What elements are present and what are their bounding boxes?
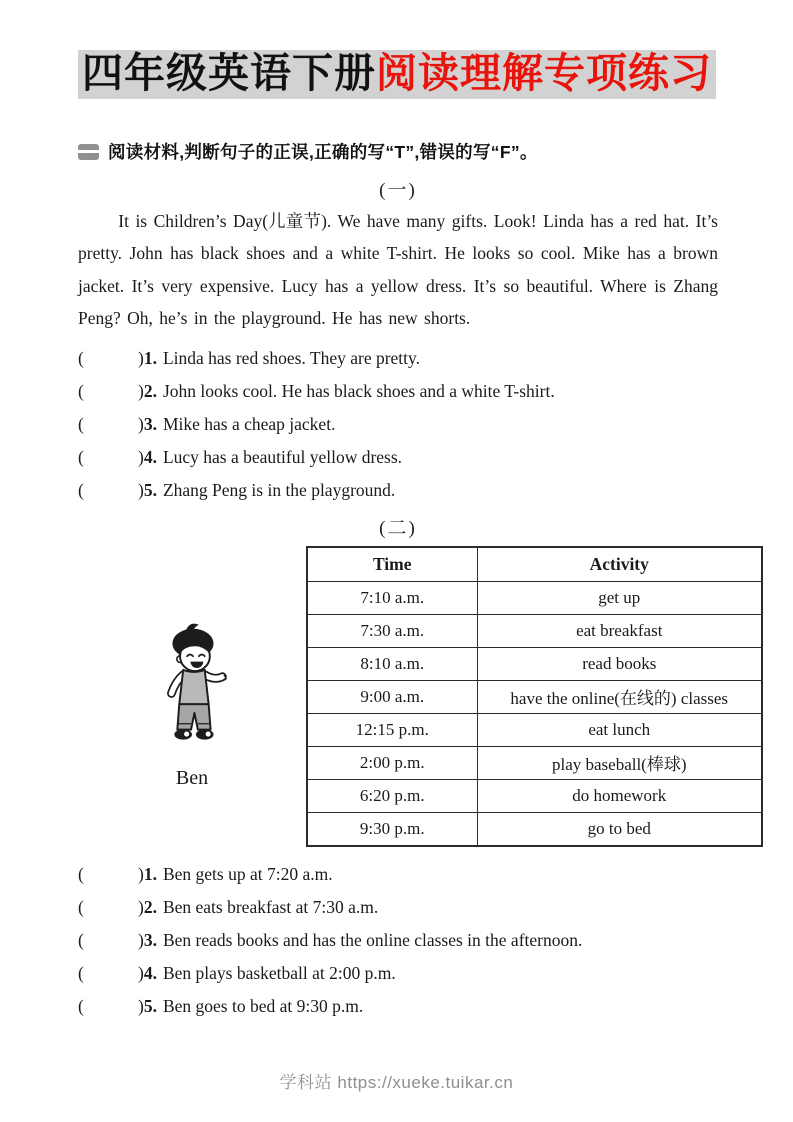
character-figure-column [78, 546, 306, 847]
question-text: Zhang Peng is in the playground. [162, 479, 396, 500]
time-cell: 12:15 p.m. [307, 713, 477, 746]
time-cell: 9:30 p.m. [307, 812, 477, 846]
answer-blank: ( [78, 380, 84, 401]
footer-watermark: 学科站 https://xueke.tuikar.cn [279, 1073, 514, 1092]
col-header-time: Time [307, 547, 477, 582]
table-row [307, 746, 762, 779]
question-row [78, 348, 718, 368]
paren-close: ) [138, 413, 144, 434]
activity-cell: read books [477, 647, 762, 680]
question-number: 3. [143, 929, 157, 950]
schedule-table [306, 546, 763, 847]
question-number: 2. [143, 896, 157, 917]
paren-close: ) [138, 962, 144, 983]
table-row [307, 779, 762, 812]
activity-cell: eat breakfast [477, 614, 762, 647]
table-row [307, 614, 762, 647]
schedule-table-column [306, 546, 763, 847]
question-row [78, 864, 718, 884]
question-row [78, 897, 718, 917]
table-row [307, 647, 762, 680]
activity-cell: do homework [477, 779, 762, 812]
time-cell: 7:10 a.m. [307, 581, 477, 614]
answer-blank: ( [78, 929, 84, 950]
time-cell: 7:30 a.m. [307, 614, 477, 647]
question-row [78, 381, 718, 401]
time-cell: 8:10 a.m. [307, 647, 477, 680]
activity-cell: play baseball(棒球) [477, 746, 762, 779]
answer-blank: ( [78, 962, 84, 983]
instruction-text: 阅读材料,判断句子的正误,正确的写“T”,错误的写“F”。 [108, 142, 538, 162]
question-text: Ben eats breakfast at 7:30 a.m. [162, 896, 379, 917]
question-list-2 [78, 864, 718, 1016]
passage-1: It is Children’s Day(儿童节). We have many gifts. Look! Linda has a red hat. It’s pretty. John has black shoes and a white T-shirt. He looks so cool. Mike has a brown jacket. It’s very expensive. Lucy has a yellow dress. It’s so beautiful. Where is Zhang Peng? Oh, he’s in the playground. He has new shorts. [78, 211, 718, 329]
question-text: Ben goes to bed at 9:30 p.m. [162, 995, 364, 1016]
paren-close: ) [138, 929, 144, 950]
question-text: Lucy has a beautiful yellow dress. [162, 446, 403, 467]
question-text: John looks cool. He has black shoes and a white T-shirt. [162, 380, 555, 401]
dash-bullet-icon [78, 144, 99, 160]
schedule-section [78, 546, 729, 847]
question-number: 1. [143, 863, 157, 884]
page-title [82, 50, 712, 96]
question-row [78, 414, 718, 434]
paren-close: ) [138, 347, 144, 368]
question-number: 4. [143, 962, 157, 983]
answer-blank: ( [78, 347, 84, 368]
question-row [78, 930, 718, 950]
answer-blank: ( [78, 413, 84, 434]
paren-close: ) [138, 896, 144, 917]
paren-close: ) [138, 479, 144, 500]
question-number: 2. [143, 380, 157, 401]
instruction-row [78, 139, 718, 164]
question-text: Ben reads books and has the online classes in the afternoon. [162, 929, 583, 950]
table-header-row [307, 547, 762, 582]
answer-blank: ( [78, 896, 84, 917]
question-row [78, 996, 718, 1016]
time-cell: 6:20 p.m. [307, 779, 477, 812]
question-text: Mike has a cheap jacket. [162, 413, 336, 434]
question-number: 5. [143, 995, 157, 1016]
time-cell: 2:00 p.m. [307, 746, 477, 779]
question-row [78, 447, 718, 467]
question-number: 5. [143, 479, 157, 500]
title-part-black: 四年级英语下册 [82, 50, 376, 96]
col-header-activity: Activity [477, 547, 762, 582]
question-list-1 [78, 348, 718, 500]
question-text: Linda has red shoes. They are pretty. [162, 347, 421, 368]
page-title-band [78, 50, 716, 99]
paren-close: ) [138, 995, 144, 1016]
question-row [78, 480, 718, 500]
paren-close: ) [138, 446, 144, 467]
activity-cell: get up [477, 581, 762, 614]
question-number: 4. [143, 446, 157, 467]
activity-cell: have the online(在线的) classes [477, 680, 762, 713]
table-row [307, 713, 762, 746]
activity-cell: eat lunch [477, 713, 762, 746]
ben-illustration [143, 618, 241, 760]
activity-cell: go to bed [477, 812, 762, 846]
section-1-marker: (一) [379, 180, 417, 201]
answer-blank: ( [78, 995, 84, 1016]
question-text: Ben plays basketball at 2:00 p.m. [162, 962, 396, 983]
question-number: 1. [143, 347, 157, 368]
answer-blank: ( [78, 479, 84, 500]
answer-blank: ( [78, 446, 84, 467]
table-row [307, 680, 762, 713]
answer-blank: ( [78, 863, 84, 884]
character-name-label: Ben [175, 766, 209, 789]
question-text: Ben gets up at 7:20 a.m. [162, 863, 333, 884]
section-2-marker: (二) [379, 517, 417, 539]
paren-close: ) [138, 863, 144, 884]
dash-bullet-bar [78, 150, 99, 154]
table-row [307, 812, 762, 846]
table-row [307, 581, 762, 614]
question-number: 3. [143, 413, 157, 434]
question-row [78, 963, 718, 983]
paren-close: ) [138, 380, 144, 401]
time-cell: 9:00 a.m. [307, 680, 477, 713]
title-part-red: 阅读理解专项练习 [376, 50, 712, 96]
